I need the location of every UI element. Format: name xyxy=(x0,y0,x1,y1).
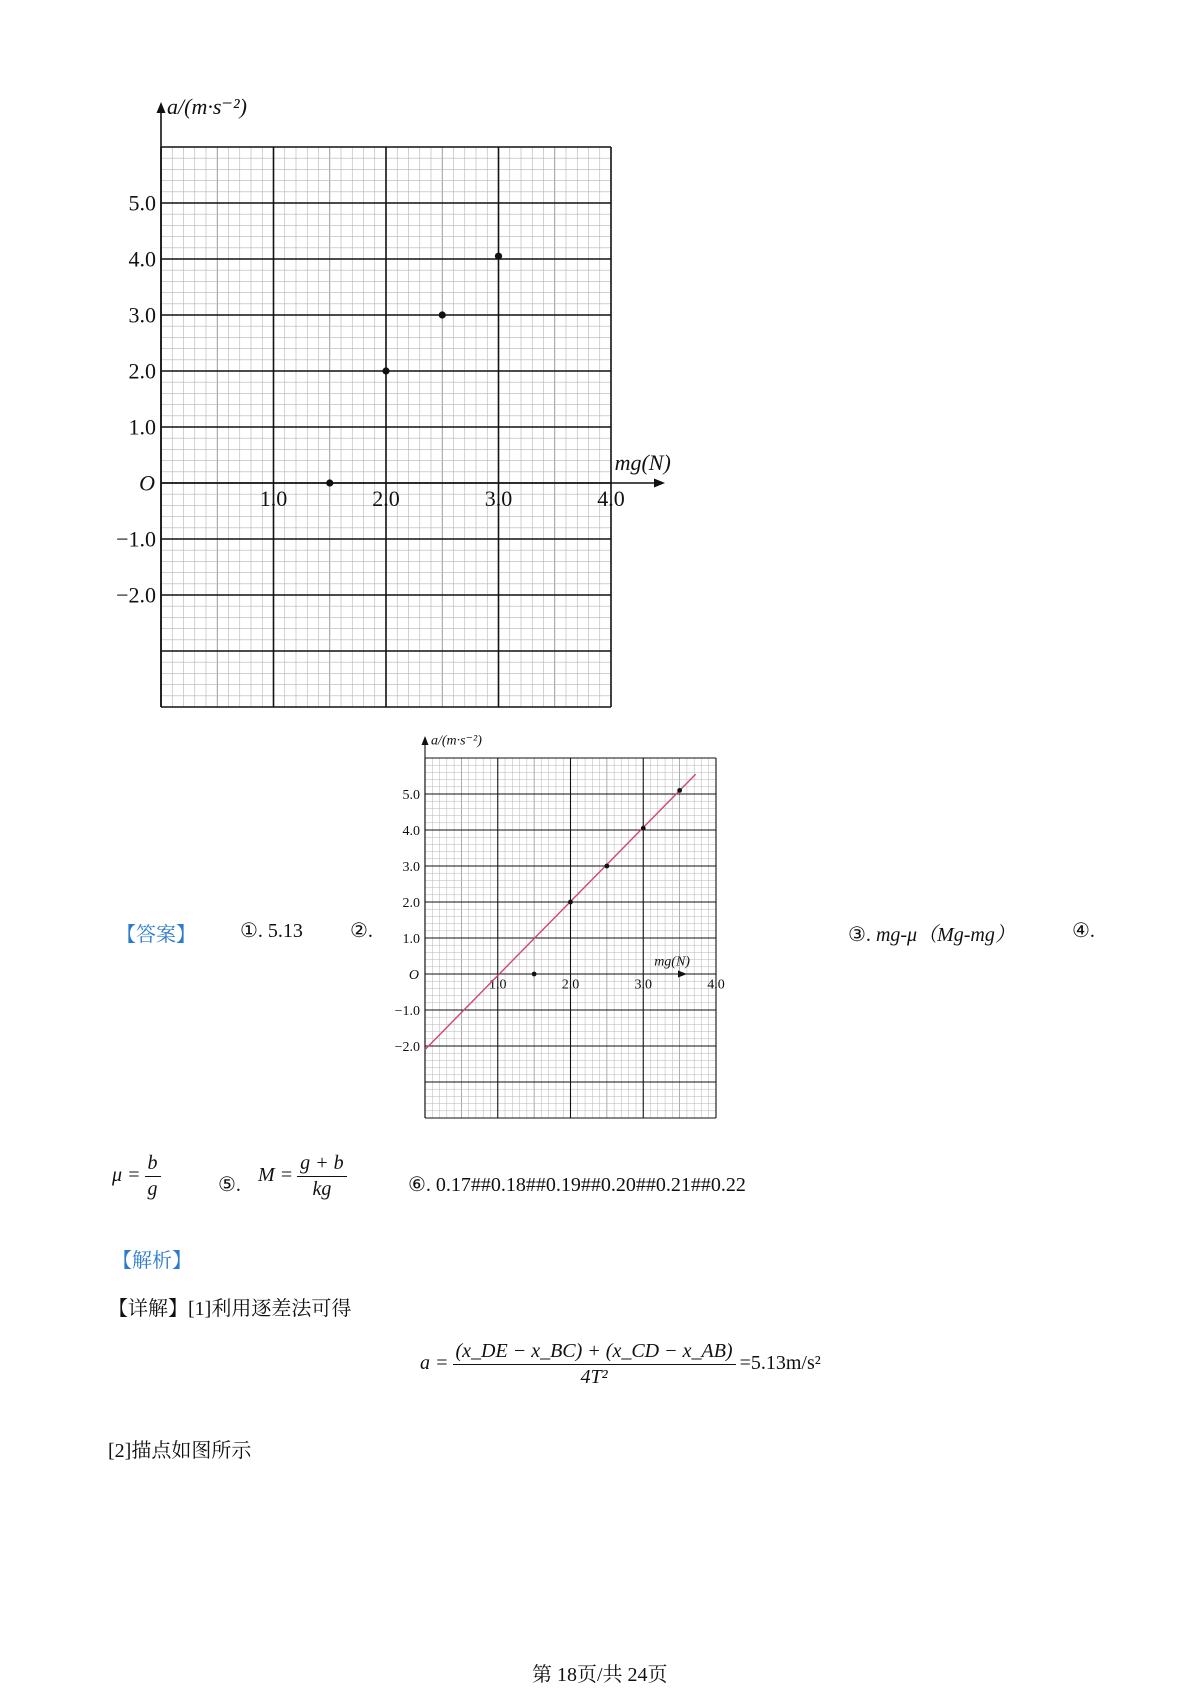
y-tick-label: 1.0 xyxy=(128,414,156,440)
y-tick-label: −1.0 xyxy=(116,526,156,552)
y-axis-arrow-icon xyxy=(422,736,429,745)
data-point xyxy=(532,972,537,977)
page-footer: 第 18页/共 24页 xyxy=(532,1664,668,1686)
data-point xyxy=(641,826,646,831)
x-axis-arrow-icon xyxy=(654,479,665,488)
detail-step-1: 【详解】[1]利用逐差法可得 xyxy=(108,1298,352,1320)
chart-answer-a-vs-mg xyxy=(370,730,770,1130)
x-tick-label: 2.0 xyxy=(372,486,400,512)
M-numerator: g + b xyxy=(297,1152,347,1177)
x-axis-label: mg(N) xyxy=(654,954,690,970)
formula-lhs: a = xyxy=(420,1352,449,1375)
data-point xyxy=(495,253,502,260)
mu-numerator: b xyxy=(145,1152,161,1177)
answer-4: ④. xyxy=(1072,920,1095,942)
M-denominator: kg xyxy=(312,1178,332,1200)
y-tick-label: 5.0 xyxy=(402,787,420,803)
y-axis-arrow-icon xyxy=(157,102,166,113)
formula-result: =5.13m/s² xyxy=(739,1352,821,1375)
formula-denominator: 4T² xyxy=(580,1366,608,1388)
x-tick-label: 4.0 xyxy=(597,486,625,512)
formula-numerator: (x_DE − x_BC) + (x_CD − x_AB) xyxy=(453,1340,736,1365)
answer-1: ①. 5.13 xyxy=(240,920,303,942)
chart-blank-a-vs-mg xyxy=(100,90,700,720)
answer-3-prefix: ③. xyxy=(848,924,876,946)
x-axis-arrow-icon xyxy=(678,971,687,978)
data-point xyxy=(568,900,573,905)
y-tick-label: 4.0 xyxy=(128,246,156,272)
answer-6: ⑥. 0.17##0.18##0.19##0.20##0.21##0.22 xyxy=(408,1174,746,1196)
answer-4-formula xyxy=(112,1152,165,1201)
x-tick-label: 4.0 xyxy=(707,977,725,993)
data-point xyxy=(604,864,609,869)
acceleration-formula xyxy=(420,1340,821,1389)
M-lhs: M = xyxy=(258,1164,294,1187)
data-point xyxy=(326,479,333,486)
data-point xyxy=(439,311,446,318)
y-axis-label: a/(m·s⁻²) xyxy=(167,93,247,119)
x-tick-label: 1.0 xyxy=(259,486,288,512)
x-axis-label: mg(N) xyxy=(614,449,671,475)
data-point xyxy=(677,788,682,793)
y-axis-label: a/(m·s⁻²) xyxy=(431,733,482,749)
detail-step-2: [2]描点如图所示 xyxy=(108,1440,252,1462)
origin-label: O xyxy=(408,967,419,983)
analysis-label: 【解析】 xyxy=(112,1250,192,1272)
answer-3-expr: mg-μ（Mg-mg） xyxy=(875,924,1015,946)
x-tick-label: 2.0 xyxy=(561,977,580,993)
x-tick-label: 3.0 xyxy=(484,486,513,512)
y-tick-label: 3.0 xyxy=(128,302,156,328)
answer-label: 【答案】 xyxy=(116,924,196,946)
mu-denominator: g xyxy=(147,1178,158,1200)
y-tick-label: 2.0 xyxy=(128,358,156,384)
y-tick-label: −2.0 xyxy=(116,582,156,608)
data-point xyxy=(382,367,389,374)
y-tick-label: 1.0 xyxy=(402,931,420,947)
y-tick-label: −2.0 xyxy=(394,1039,420,1055)
x-tick-label: 3.0 xyxy=(634,977,652,993)
mu-lhs: μ = xyxy=(112,1164,141,1187)
answer-3 xyxy=(848,918,1015,947)
y-tick-label: −1.0 xyxy=(394,1003,420,1019)
y-tick-label: 4.0 xyxy=(402,823,420,839)
y-tick-label: 2.0 xyxy=(402,895,420,911)
answer-5-formula xyxy=(258,1152,351,1201)
answer-5-label: ⑤. xyxy=(218,1174,241,1196)
origin-label: O xyxy=(139,470,155,496)
y-tick-label: 3.0 xyxy=(402,859,420,875)
x-tick-label: 1.0 xyxy=(489,977,507,993)
answer-2: ②. xyxy=(350,920,373,942)
y-tick-label: 5.0 xyxy=(128,190,156,216)
